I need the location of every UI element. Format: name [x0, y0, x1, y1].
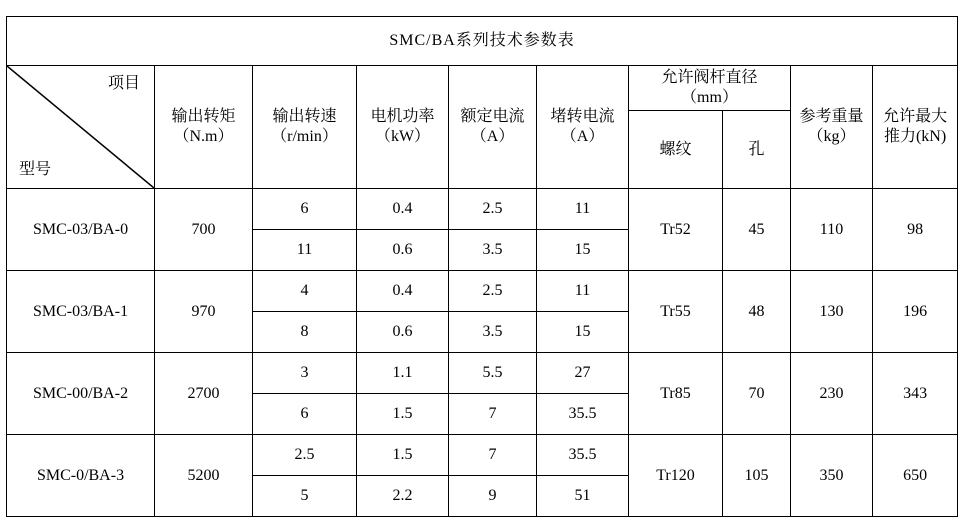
cell-stem-hole: 48 [723, 271, 791, 353]
header-reference-weight: 参考重量 （kg） [791, 66, 873, 189]
cell-output-torque: 700 [155, 189, 253, 271]
cell-model: SMC-00/BA-2 [7, 353, 155, 435]
cell-motor-power: 0.6 [357, 230, 449, 271]
cell-output-speed: 5 [253, 476, 357, 517]
cell-model: SMC-03/BA-1 [7, 271, 155, 353]
cell-motor-power: 2.2 [357, 476, 449, 517]
cell-locked-rotor-current: 27 [537, 353, 629, 394]
cell-output-torque: 2700 [155, 353, 253, 435]
cell-motor-power: 0.4 [357, 189, 449, 230]
cell-reference-weight: 350 [791, 435, 873, 517]
cell-output-torque: 5200 [155, 435, 253, 517]
header-output-speed: 输出转速 （r/min） [253, 66, 357, 189]
table-title-row [7, 17, 958, 66]
cell-stem-thread: Tr85 [629, 353, 723, 435]
spec-table [6, 16, 958, 517]
cell-output-torque: 970 [155, 271, 253, 353]
cell-rated-current: 3.5 [449, 230, 537, 271]
header-motor-power: 电机功率 （kW） [357, 66, 449, 189]
cell-model: SMC-03/BA-0 [7, 189, 155, 271]
cell-reference-weight: 110 [791, 189, 873, 271]
header-max-thrust: 允许最大 推力(kN) [873, 66, 958, 189]
cell-rated-current: 7 [449, 394, 537, 435]
cell-locked-rotor-current: 15 [537, 230, 629, 271]
cell-output-speed: 6 [253, 394, 357, 435]
table-header-row [7, 66, 958, 111]
cell-rated-current: 5.5 [449, 353, 537, 394]
cell-locked-rotor-current: 15 [537, 312, 629, 353]
cell-motor-power: 1.1 [357, 353, 449, 394]
corner-item-label: 项目 [107, 75, 140, 92]
cell-motor-power: 1.5 [357, 435, 449, 476]
header-locked-rotor-current: 堵转电流 （A） [537, 66, 629, 189]
cell-motor-power: 1.5 [357, 394, 449, 435]
cell-stem-hole: 45 [723, 189, 791, 271]
cell-model: SMC-0/BA-3 [7, 435, 155, 517]
header-stem-diameter-group: 允许阀杆直径 （mm） [629, 66, 791, 111]
table-row [7, 271, 958, 312]
cell-max-thrust: 650 [873, 435, 958, 517]
cell-output-speed: 3 [253, 353, 357, 394]
corner-header-cell [7, 66, 155, 189]
cell-locked-rotor-current: 51 [537, 476, 629, 517]
cell-motor-power: 0.4 [357, 271, 449, 312]
cell-rated-current: 3.5 [449, 312, 537, 353]
cell-stem-thread: Tr120 [629, 435, 723, 517]
document-page [0, 16, 963, 504]
page-title: SMC/BA系列技术参数表 [7, 17, 958, 66]
cell-motor-power: 0.6 [357, 312, 449, 353]
cell-locked-rotor-current: 35.5 [537, 435, 629, 476]
header-output-torque: 输出转矩 （N.m） [155, 66, 253, 189]
cell-output-speed: 2.5 [253, 435, 357, 476]
table-row [7, 435, 958, 476]
cell-locked-rotor-current: 11 [537, 189, 629, 230]
cell-stem-thread: Tr52 [629, 189, 723, 271]
cell-reference-weight: 230 [791, 353, 873, 435]
cell-rated-current: 2.5 [449, 271, 537, 312]
cell-output-speed: 11 [253, 230, 357, 271]
cell-rated-current: 7 [449, 435, 537, 476]
header-rated-current: 额定电流 （A） [449, 66, 537, 189]
cell-locked-rotor-current: 35.5 [537, 394, 629, 435]
cell-stem-hole: 70 [723, 353, 791, 435]
table-row [7, 189, 958, 230]
cell-max-thrust: 98 [873, 189, 958, 271]
cell-output-speed: 4 [253, 271, 357, 312]
cell-rated-current: 2.5 [449, 189, 537, 230]
header-stem-thread: 螺纹 [629, 111, 723, 189]
cell-stem-thread: Tr55 [629, 271, 723, 353]
cell-reference-weight: 130 [791, 271, 873, 353]
cell-output-speed: 8 [253, 312, 357, 353]
table-row [7, 353, 958, 394]
cell-max-thrust: 343 [873, 353, 958, 435]
cell-output-speed: 6 [253, 189, 357, 230]
header-stem-hole: 孔 [723, 111, 791, 189]
cell-max-thrust: 196 [873, 271, 958, 353]
cell-locked-rotor-current: 11 [537, 271, 629, 312]
cell-rated-current: 9 [449, 476, 537, 517]
cell-stem-hole: 105 [723, 435, 791, 517]
corner-model-label: 型号 [19, 161, 52, 178]
